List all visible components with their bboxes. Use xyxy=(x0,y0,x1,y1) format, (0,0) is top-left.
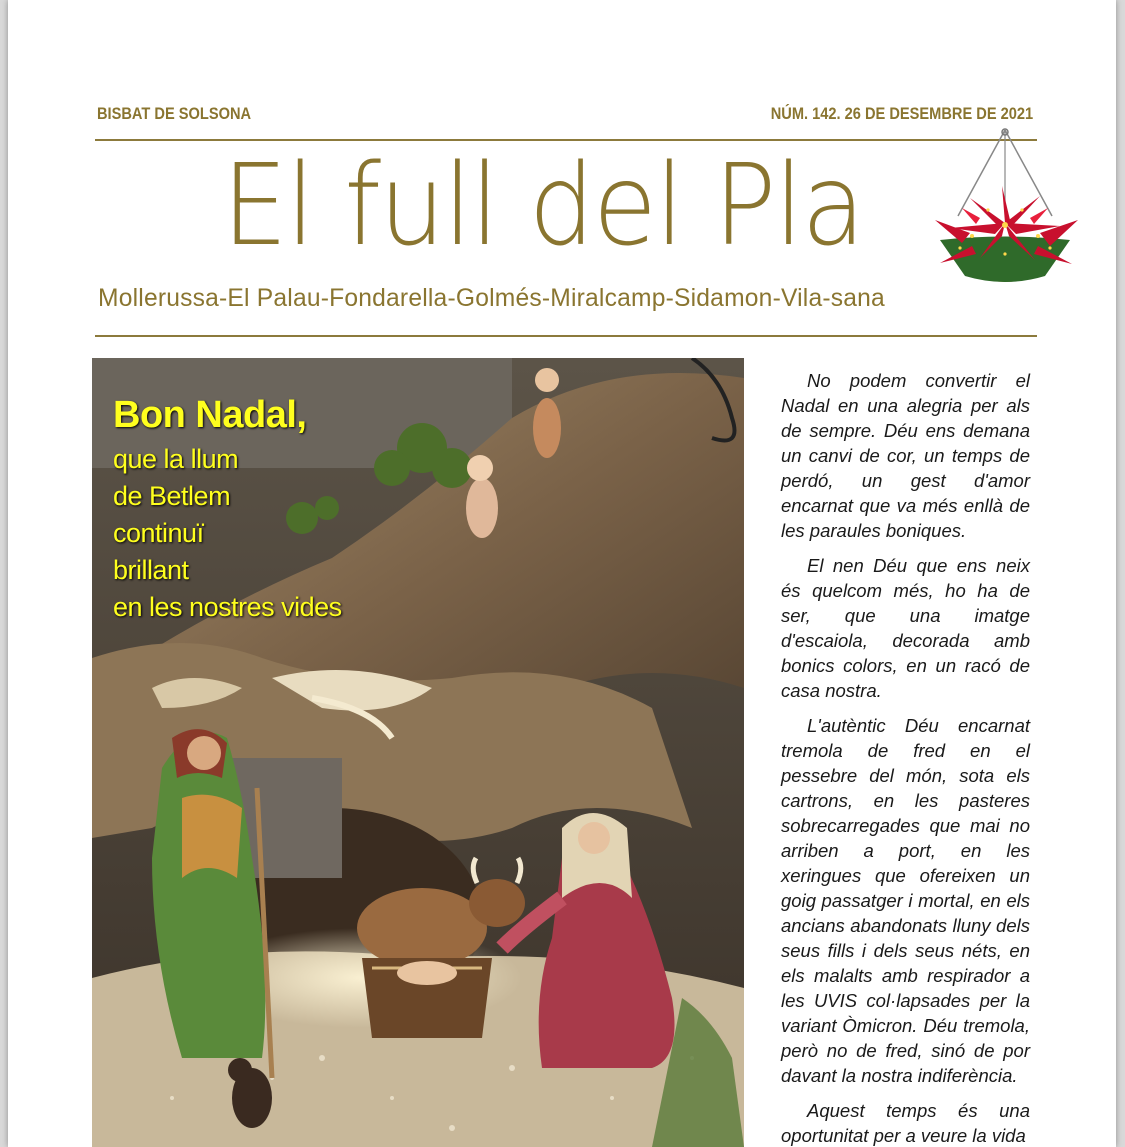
article-column xyxy=(781,368,1030,1147)
article-paragraph: Aquest temps és una oportunitat per a veure la vida xyxy=(781,1100,1030,1146)
nativity-photo xyxy=(92,358,744,1147)
publisher-label: BISBAT DE SOLSONA xyxy=(97,104,252,123)
towns-subtitle: Mollerussa-El Palau-Fondarella-Golmés-Miralcamp-Sidamon-Vila-sana xyxy=(98,284,885,312)
poinsettia-basket-image xyxy=(910,128,1090,288)
greeting-line: de Betlem xyxy=(113,481,231,511)
greeting-line: en les nostres vides xyxy=(113,592,342,622)
article-paragraph: El nen Déu que ens neix és quelcom més, ho ha de ser, que una imatge d'escaiola, decorada amb bonics colors, en un racó de casa nostra. xyxy=(781,555,1030,701)
greeting-overlay xyxy=(113,394,342,626)
manger xyxy=(362,958,492,1038)
masthead-title: El full del Pla xyxy=(222,141,864,271)
greeting-line: que la llum xyxy=(113,444,239,474)
article-paragraph: No podem convertir el Nadal en una alegria per als de sempre. Déu ens demana un canvi de cor, un temps de perdó, un gest d'amor encarnat que va més enllà de les paraules boniques. xyxy=(781,370,1030,541)
greeting-title: Bon Nadal, xyxy=(113,394,307,436)
newsletter-page xyxy=(8,0,1116,1147)
greeting-line: continuï xyxy=(113,518,204,548)
article-paragraph: L'autèntic Déu encarnat tremola de fred en el pessebre del món, sota els cartrons, en les pasteres sobrecarregades que mai no arriben a port, en les xeringues que ofereixen un goig passatger i mortal, en els ancians abandonats lluny dels seus fills i dels seus néts, en els malalts amb respirador a les UVIS col·lapsades per la variant Òmicron. Déu tremola, però no de fred, sinó de por davant la nostra indiferència. xyxy=(781,715,1030,1086)
greeting-line: brillant xyxy=(113,555,189,585)
issue-label: NÚM. 142. 26 DE DESEMBRE DE 2021 xyxy=(770,104,1033,123)
header-bottom-rule xyxy=(95,335,1037,337)
